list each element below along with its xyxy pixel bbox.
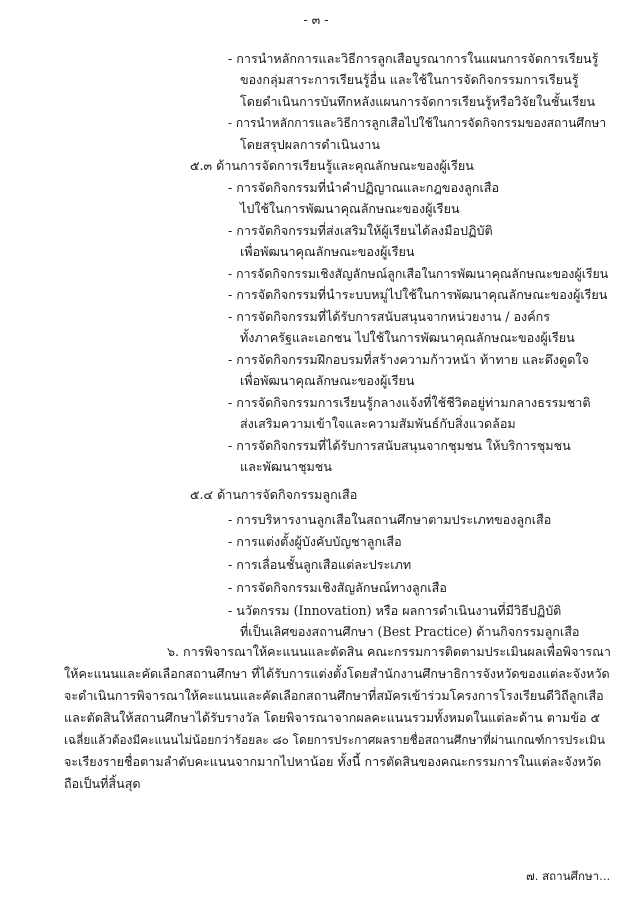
- list-item-continuation: โดยดำเนินการบันทึกหลังแผนการจัดการเรียนรู้หรือวิจัยในชั้นเรียน: [240, 94, 596, 109]
- list-item-continuation: ส่งเสริมความเข้าใจและความสัมพันธ์กับสิ่งแวดล้อม: [240, 416, 516, 431]
- list-item: - การจัดกิจกรรมการเรียนรู้กลางแจ้งที่ใช้ชีวิตอยู่ท่ามกลางธรรมชาติ: [228, 395, 591, 410]
- list-item: - การจัดกิจกรรมที่ได้รับการสนับสนุนจากชุมชน ให้บริการชุมชน: [228, 438, 571, 453]
- list-item: - นวัตกรรม (Innovation) หรือ ผลการดำเนินงานที่มีวิธีปฏิบัติ: [228, 603, 562, 618]
- list-item-continuation: เพื่อพัฒนาคุณลักษณะของผู้เรียน: [240, 244, 415, 259]
- list-item: - การจัดกิจกรรมที่ได้รับการสนับสนุนจากหน่วยงาน / องค์กร: [228, 309, 551, 324]
- list-item-continuation: ของกลุ่มสาระการเรียนรู้อื่น และใช้ในการจัดกิจกรรมการเรียนรู้: [240, 72, 579, 87]
- paragraph-line: ๖. การพิจารณาให้คะแนนและตัดสิน คณะกรรมการติดตามประเมินผลเพื่อพิจารณา: [167, 644, 611, 659]
- paragraph-line: และตัดสินให้สถานศึกษาได้รับรางวัล โดยพิจารณาจากผลคะแนนรวมทั้งหมดในแต่ละด้าน ตามข้อ ๕: [64, 710, 601, 725]
- paragraph-line: ให้คะแนนและคัดเลือกสถานศึกษา ที่ได้รับการแต่งตั้งโดยสำนักงานศึกษาธิการจังหวัดของแต่ละจังหวัด: [64, 666, 610, 681]
- list-item: - การนำหลักการและวิธีการลูกเสือบูรณาการในแผนการจัดการเรียนรู้: [228, 51, 599, 66]
- list-item-continuation: และพัฒนาชุมชน: [240, 459, 332, 474]
- list-item-continuation: ไปใช้ในการพัฒนาคุณลักษณะของผู้เรียน: [240, 201, 460, 216]
- paragraph-line: จะดำเนินการพิจารณาให้คะแนนและคัดเลือกสถานศึกษาที่สมัครเข้าร่วมโครงการโรงเรียนดีวิถีลูกเสือ: [64, 688, 604, 703]
- list-item-continuation: เพื่อพัฒนาคุณลักษณะของผู้เรียน: [240, 373, 415, 388]
- list-item: - การจัดกิจกรรมเชิงสัญลักษณ์ลูกเสือในการพัฒนาคุณลักษณะของผู้เรียน: [228, 267, 609, 281]
- paragraph-line: เฉลี่ยแล้วต้องมีคะแนนไม่น้อยกว่าร้อยละ ๘๐ โดยการประกาศผลรายชื่อสถานศึกษาที่ผ่านเกณฑ์การประเมิน: [64, 733, 605, 747]
- list-item: - การเลื่อนชั้นลูกเสือแต่ละประเภท: [228, 557, 412, 572]
- paragraph-line: ถือเป็นที่สิ้นสุด: [64, 776, 141, 791]
- section-heading: ๕.๓ ด้านการจัดการเรียนรู้และคุณลักษณะของผู้เรียน: [190, 158, 474, 173]
- list-item: - การจัดกิจกรรมที่ส่งเสริมให้ผู้เรียนได้ลงมือปฏิบัติ: [228, 223, 493, 238]
- paragraph-line: จะเรียงรายชื่อตามลำดับคะแนนจากมากไปหาน้อย ทั้งนี้ การตัดสินของคณะกรรมการในแต่ละจังหวัด: [64, 754, 602, 769]
- list-item: - การแต่งตั้งผู้บังคับบัญชาลูกเสือ: [228, 534, 402, 549]
- list-item-continuation: โดยสรุปผลการดำเนินงาน: [240, 137, 380, 152]
- list-item-continuation: ทั้งภาครัฐและเอกชน ไปใช้ในการพัฒนาคุณลักษณะของผู้เรียน: [240, 330, 575, 345]
- list-item-continuation: ที่เป็นเลิศของสถานศึกษา (Best Practice) ด้านกิจกรรมลูกเสือ: [240, 624, 580, 639]
- page-number: - ๓ -: [303, 12, 329, 27]
- list-item: - การจัดกิจกรรมฝึกอบรมที่สร้างความก้าวหน้า ท้าทาย และดึงดูดใจ: [228, 352, 589, 367]
- continuation-footer: ๗. สถานศึกษา...: [526, 869, 611, 883]
- list-item: - การบริหารงานลูกเสือในสถานศึกษาตามประเภทของลูกเสือ: [228, 512, 552, 527]
- list-item: - การจัดกิจกรรมที่นำระบบหมู่ไปใช้ในการพัฒนาคุณลักษณะของผู้เรียน: [228, 287, 608, 302]
- list-item: - การนำหลักการและวิธีการลูกเสือไปใช้ในการจัดกิจกรรมของสถานศึกษา: [228, 116, 607, 130]
- section-heading: ๕.๔ ด้านการจัดกิจกรรมลูกเสือ: [190, 487, 358, 502]
- list-item: - การจัดกิจกรรมที่นำคำปฏิญาณและกฎของลูกเสือ: [228, 180, 500, 195]
- list-item: - การจัดกิจกรรมเชิงสัญลักษณ์ทางลูกเสือ: [228, 580, 447, 595]
